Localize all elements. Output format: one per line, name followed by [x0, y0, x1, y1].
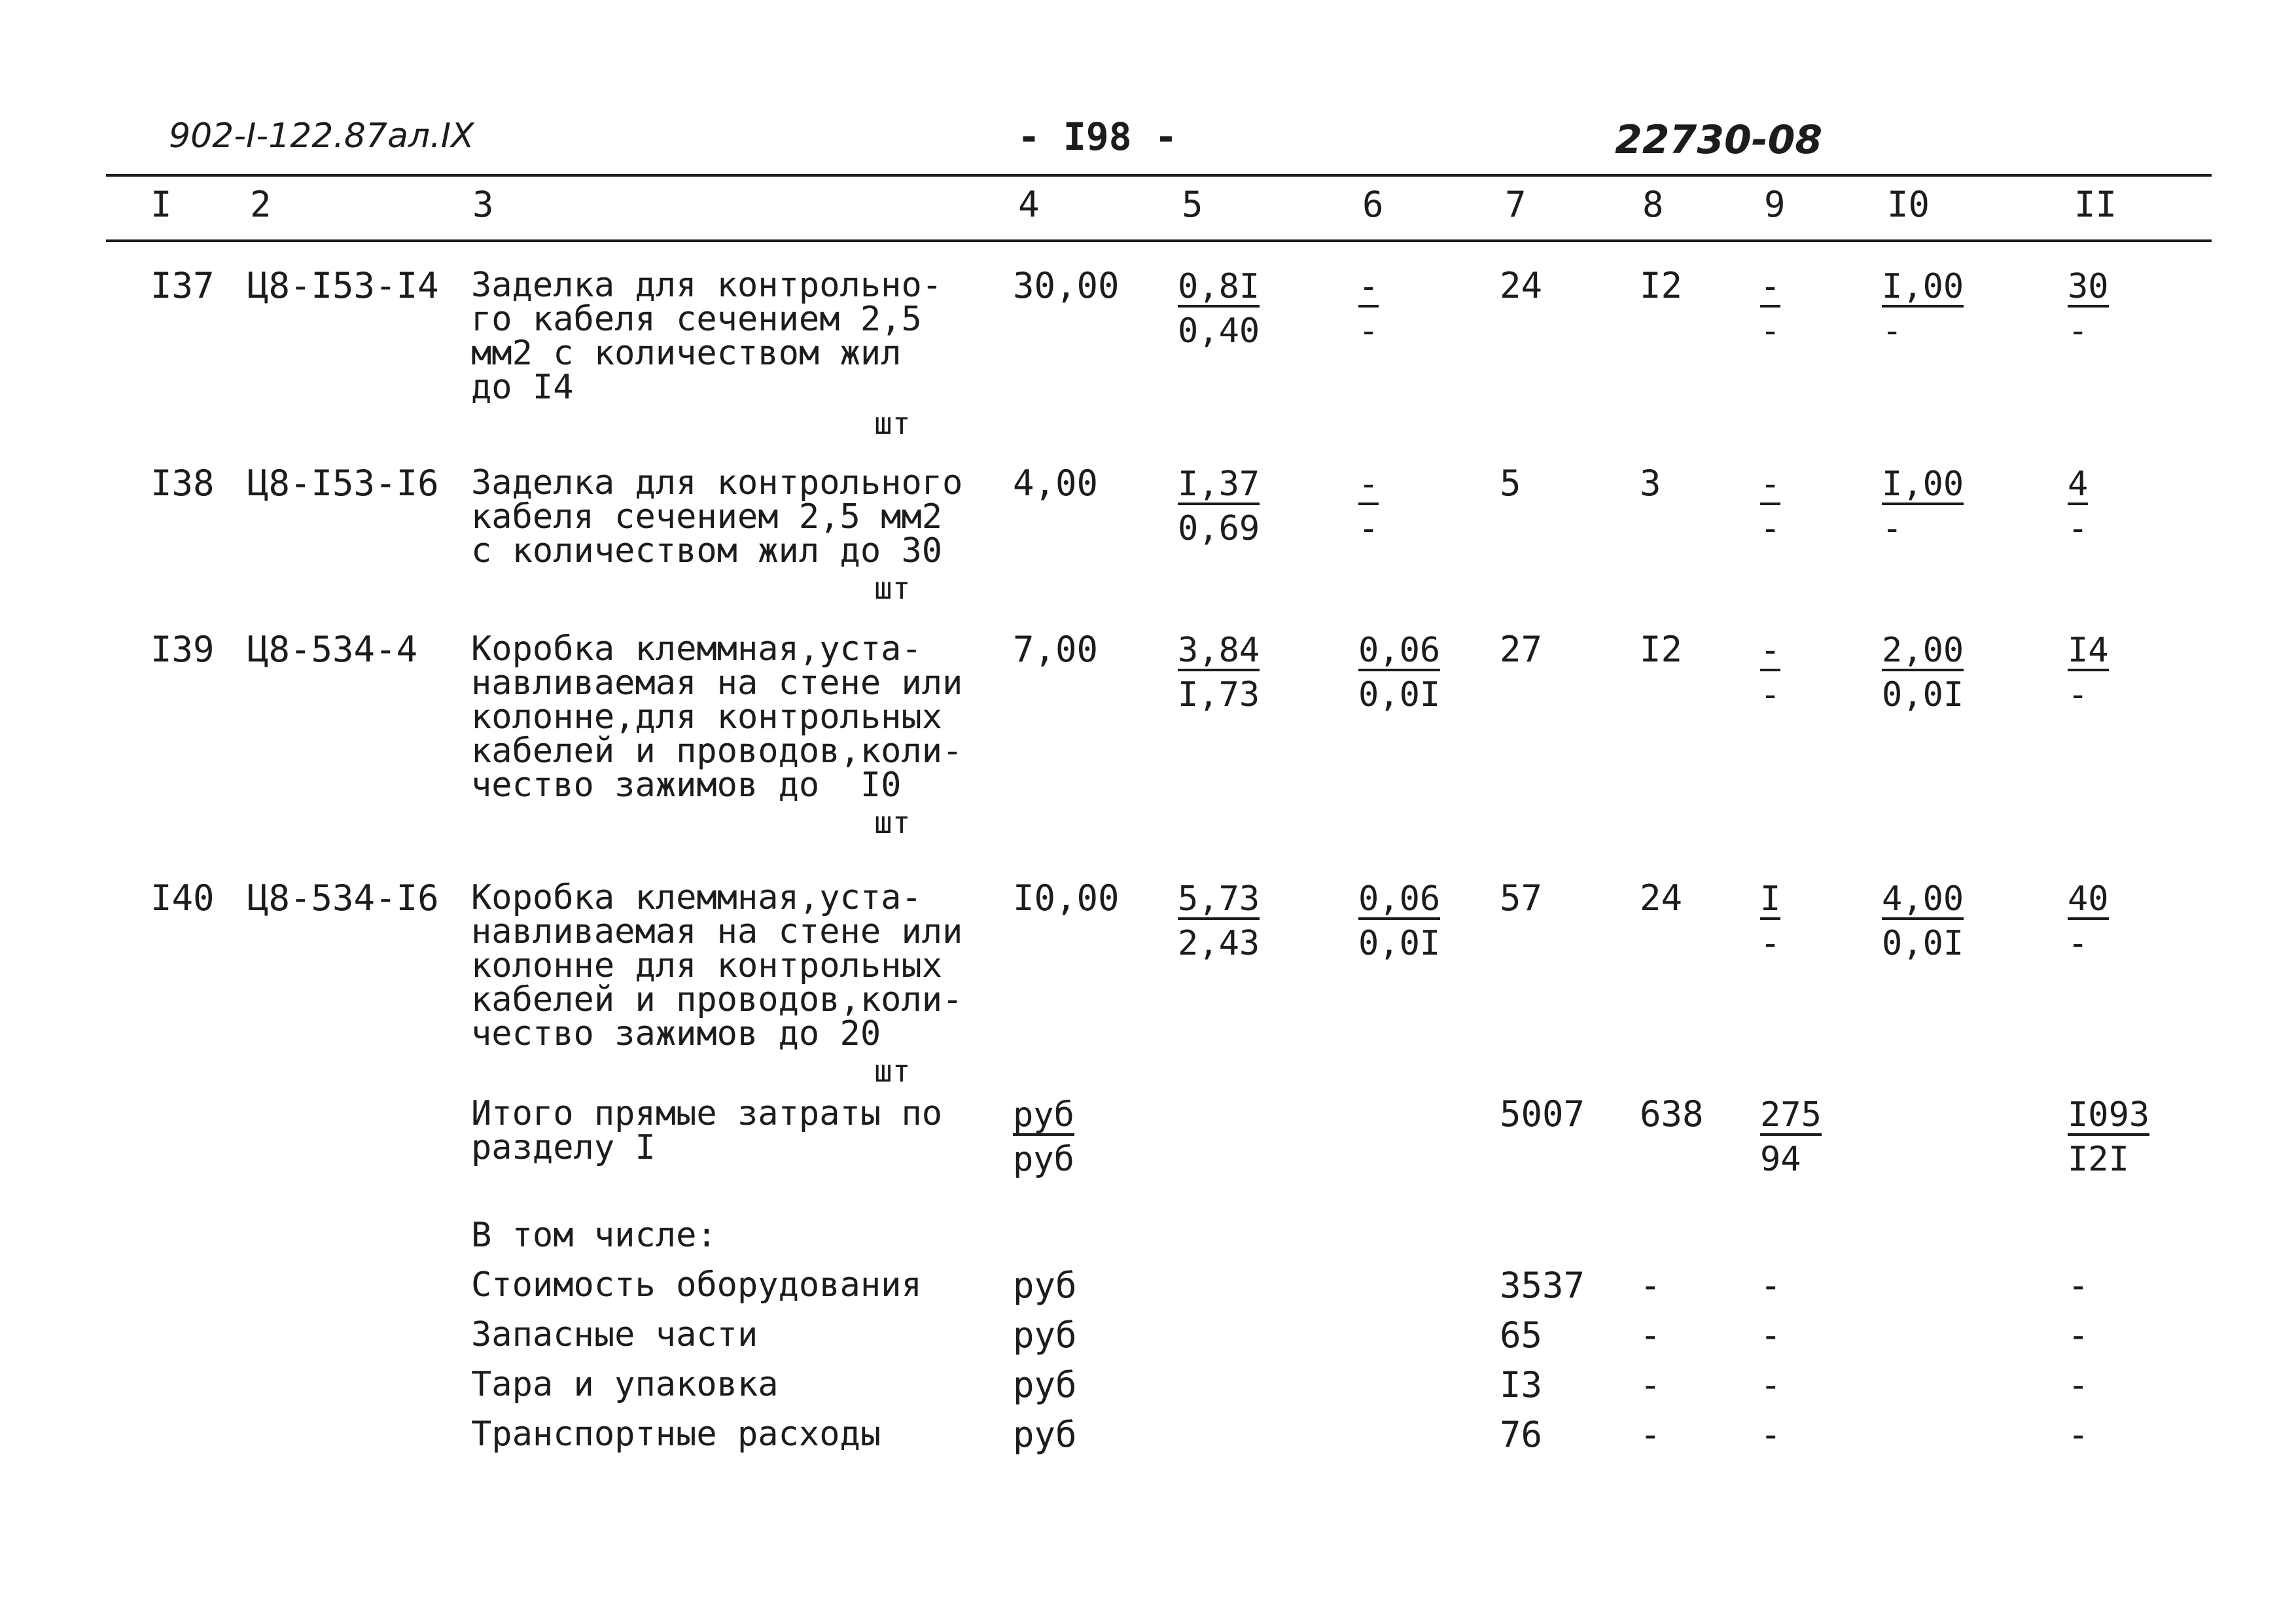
breakdown-col7: I3 — [1500, 1364, 1543, 1405]
unit-label: шт — [874, 1053, 911, 1089]
col10-fraction — [1882, 465, 1964, 546]
col11-top: 40 — [2068, 879, 2109, 919]
item-description: Заделка для контрольного кабеля сечением 2,5 мм2 с количеством жил до 30 — [471, 463, 963, 571]
column-header-3: 3 — [472, 184, 494, 225]
col11-bottom: - — [2068, 311, 2089, 351]
col5-top: I,37 — [1178, 465, 1260, 504]
col6-top: 0,06 — [1358, 631, 1441, 670]
col11-fraction — [2068, 631, 2109, 712]
col9-top: - — [1760, 267, 1781, 306]
item-description: Заделка для контрольно- го кабеля сечением 2,5 мм2 с количеством жил до I4 — [471, 266, 943, 407]
col5-top: 0,8I — [1178, 267, 1260, 306]
total-col8: 638 — [1640, 1093, 1704, 1135]
rate-code: Ц8-534-I6 — [247, 877, 439, 919]
quantity: 4,00 — [1013, 463, 1099, 504]
col10-bottom: 0,0I — [1882, 675, 1964, 714]
col6-top: 0,06 — [1358, 879, 1441, 919]
col11-bottom: - — [2068, 924, 2089, 963]
col9-fraction — [1760, 631, 1780, 712]
col6-top: - — [1358, 465, 1379, 504]
total-unit-bottom: руб — [1013, 1140, 1074, 1179]
col5-bottom: 0,69 — [1178, 509, 1260, 548]
col6-fraction — [1358, 267, 1379, 351]
row-number: I38 — [150, 463, 215, 504]
breakdown-col9: - — [1760, 1414, 1782, 1455]
column-header-9: 9 — [1764, 184, 1786, 225]
col9-top: - — [1760, 465, 1781, 504]
col5-fraction — [1178, 465, 1260, 546]
breakdown-label: Стоимость оборудования — [471, 1265, 922, 1305]
col8-value: I2 — [1640, 629, 1683, 670]
item-description: Коробка клеммная,уста- навливаемая на стене или колонне,для контрольных кабелей и проводов,коли- чество зажимов до I0 — [471, 629, 963, 805]
col5-top: 3,84 — [1178, 631, 1260, 670]
col11-top: I4 — [2068, 631, 2109, 670]
total-col11-fraction — [2068, 1095, 2150, 1179]
breakdown-col11: - — [2068, 1364, 2089, 1405]
page-number: - I98 - — [1017, 115, 1178, 159]
breakdown-col11: - — [2068, 1265, 2089, 1306]
col7-value: 24 — [1500, 265, 1543, 306]
col9-bottom: - — [1760, 509, 1781, 548]
breakdown-label: Транспортные расходы — [471, 1415, 881, 1454]
unit-label: шт — [874, 406, 911, 441]
total-col9-top: 275 — [1760, 1095, 1822, 1135]
col6-bottom: 0,0I — [1358, 924, 1441, 963]
col8-value: 24 — [1640, 877, 1683, 919]
col10-bottom: - — [1882, 311, 1903, 351]
column-header-7: 7 — [1505, 184, 1527, 225]
col6-bottom: 0,0I — [1358, 675, 1441, 714]
total-col9-fraction — [1760, 1095, 1822, 1179]
col9-bottom: - — [1760, 311, 1781, 351]
col5-bottom: I,73 — [1178, 675, 1260, 714]
column-header-11: II — [2074, 184, 2117, 225]
breakdown-col9: - — [1760, 1314, 1782, 1356]
col5-bottom: 0,40 — [1178, 311, 1260, 351]
col9-fraction — [1760, 879, 1780, 961]
col8-value: I2 — [1640, 265, 1683, 306]
col10-fraction — [1882, 631, 1964, 712]
col6-fraction — [1358, 465, 1379, 546]
col10-top: I,00 — [1882, 267, 1964, 306]
total-col9-bottom: 94 — [1760, 1140, 1801, 1179]
column-header-5: 5 — [1182, 184, 1203, 225]
col11-fraction — [2068, 465, 2088, 546]
breakdown-label: Запасные части — [471, 1315, 758, 1354]
col9-fraction — [1760, 267, 1781, 351]
document-number: 22730-08 — [1615, 117, 1823, 163]
col10-fraction — [1882, 267, 1964, 351]
breakdown-col7: 76 — [1500, 1414, 1543, 1455]
col11-fraction — [2068, 879, 2109, 961]
breakdown-col11: - — [2068, 1414, 2089, 1455]
quantity: 30,00 — [1013, 265, 1120, 306]
total-col11-bottom: I2I — [2068, 1140, 2129, 1179]
table-header-rule — [106, 239, 2212, 242]
breakdown-col9: - — [1760, 1265, 1782, 1306]
col11-top: 4 — [2068, 465, 2089, 504]
col11-fraction — [2068, 267, 2109, 351]
col11-bottom: - — [2068, 675, 2089, 714]
total-col7: 5007 — [1500, 1093, 1585, 1135]
col5-fraction — [1178, 267, 1260, 351]
column-header-6: 6 — [1362, 184, 1384, 225]
col10-top: 2,00 — [1882, 631, 1964, 670]
breakdown-col8: - — [1640, 1265, 1661, 1306]
column-header-8: 8 — [1642, 184, 1664, 225]
col5-bottom: 2,43 — [1178, 924, 1260, 963]
row-number: I37 — [150, 265, 215, 306]
breakdown-unit: руб — [1013, 1314, 1077, 1356]
quantity: 7,00 — [1013, 629, 1099, 670]
col9-bottom: - — [1760, 924, 1781, 963]
col10-bottom: 0,0I — [1882, 924, 1964, 963]
total-unit-top: руб — [1013, 1095, 1074, 1135]
col11-top: 30 — [2068, 267, 2109, 306]
total-label: Итого прямые затраты по разделу I — [471, 1094, 943, 1167]
col9-bottom: - — [1760, 675, 1781, 714]
rate-code: Ц8-534-4 — [247, 629, 418, 670]
col9-top: I — [1760, 879, 1781, 919]
breakdown-col8: - — [1640, 1364, 1661, 1405]
breakdown-unit: руб — [1013, 1364, 1077, 1405]
col7-value: 57 — [1500, 877, 1543, 919]
breakdown-col8: - — [1640, 1314, 1661, 1356]
row-number: I40 — [150, 877, 215, 919]
col6-bottom: - — [1358, 509, 1379, 548]
col10-top: 4,00 — [1882, 879, 1964, 919]
total-col11-top: I093 — [2068, 1095, 2150, 1135]
col7-value: 27 — [1500, 629, 1543, 670]
breakdown-col9: - — [1760, 1364, 1782, 1405]
row-number: I39 — [150, 629, 215, 670]
col5-fraction — [1178, 879, 1260, 961]
breakdown-unit: руб — [1013, 1414, 1077, 1455]
col5-top: 5,73 — [1178, 879, 1260, 919]
breakdown-col7: 65 — [1500, 1314, 1543, 1356]
column-header-4: 4 — [1018, 184, 1040, 225]
total-unit-fraction — [1013, 1095, 1074, 1179]
breakdown-col8: - — [1640, 1414, 1661, 1455]
column-header-1: I — [150, 184, 172, 225]
rate-code: Ц8-I53-I6 — [247, 463, 439, 504]
breakdown-col11: - — [2068, 1314, 2089, 1356]
col7-value: 5 — [1500, 463, 1521, 504]
quantity: I0,00 — [1013, 877, 1120, 919]
col10-bottom: - — [1882, 509, 1903, 548]
document-code: 902-I-122.87ал.IX — [169, 116, 474, 156]
column-header-2: 2 — [250, 184, 272, 225]
col9-top: - — [1760, 631, 1781, 670]
table-top-rule — [106, 174, 2212, 177]
col6-top: - — [1358, 267, 1379, 306]
col8-value: 3 — [1640, 463, 1661, 504]
unit-label: шт — [874, 571, 911, 606]
item-description: Коробка клеммная,уста- навливаемая на стене или колонне для контрольных кабелей и проводов,коли- чество зажимов до 20 — [471, 878, 963, 1053]
col6-bottom: - — [1358, 311, 1379, 351]
col11-bottom: - — [2068, 509, 2089, 548]
col6-fraction — [1358, 879, 1440, 961]
including-label: В том числе: — [471, 1216, 717, 1255]
rate-code: Ц8-I53-I4 — [247, 265, 439, 306]
col5-fraction — [1178, 631, 1260, 712]
col9-fraction — [1760, 465, 1780, 546]
column-header-10: I0 — [1887, 184, 1930, 225]
col10-fraction — [1882, 879, 1964, 961]
col10-top: I,00 — [1882, 465, 1964, 504]
col6-fraction — [1358, 631, 1440, 712]
unit-label: шт — [874, 805, 911, 840]
breakdown-unit: руб — [1013, 1265, 1077, 1306]
breakdown-label: Тара и упаковка — [471, 1365, 779, 1404]
breakdown-col7: 3537 — [1500, 1265, 1585, 1306]
